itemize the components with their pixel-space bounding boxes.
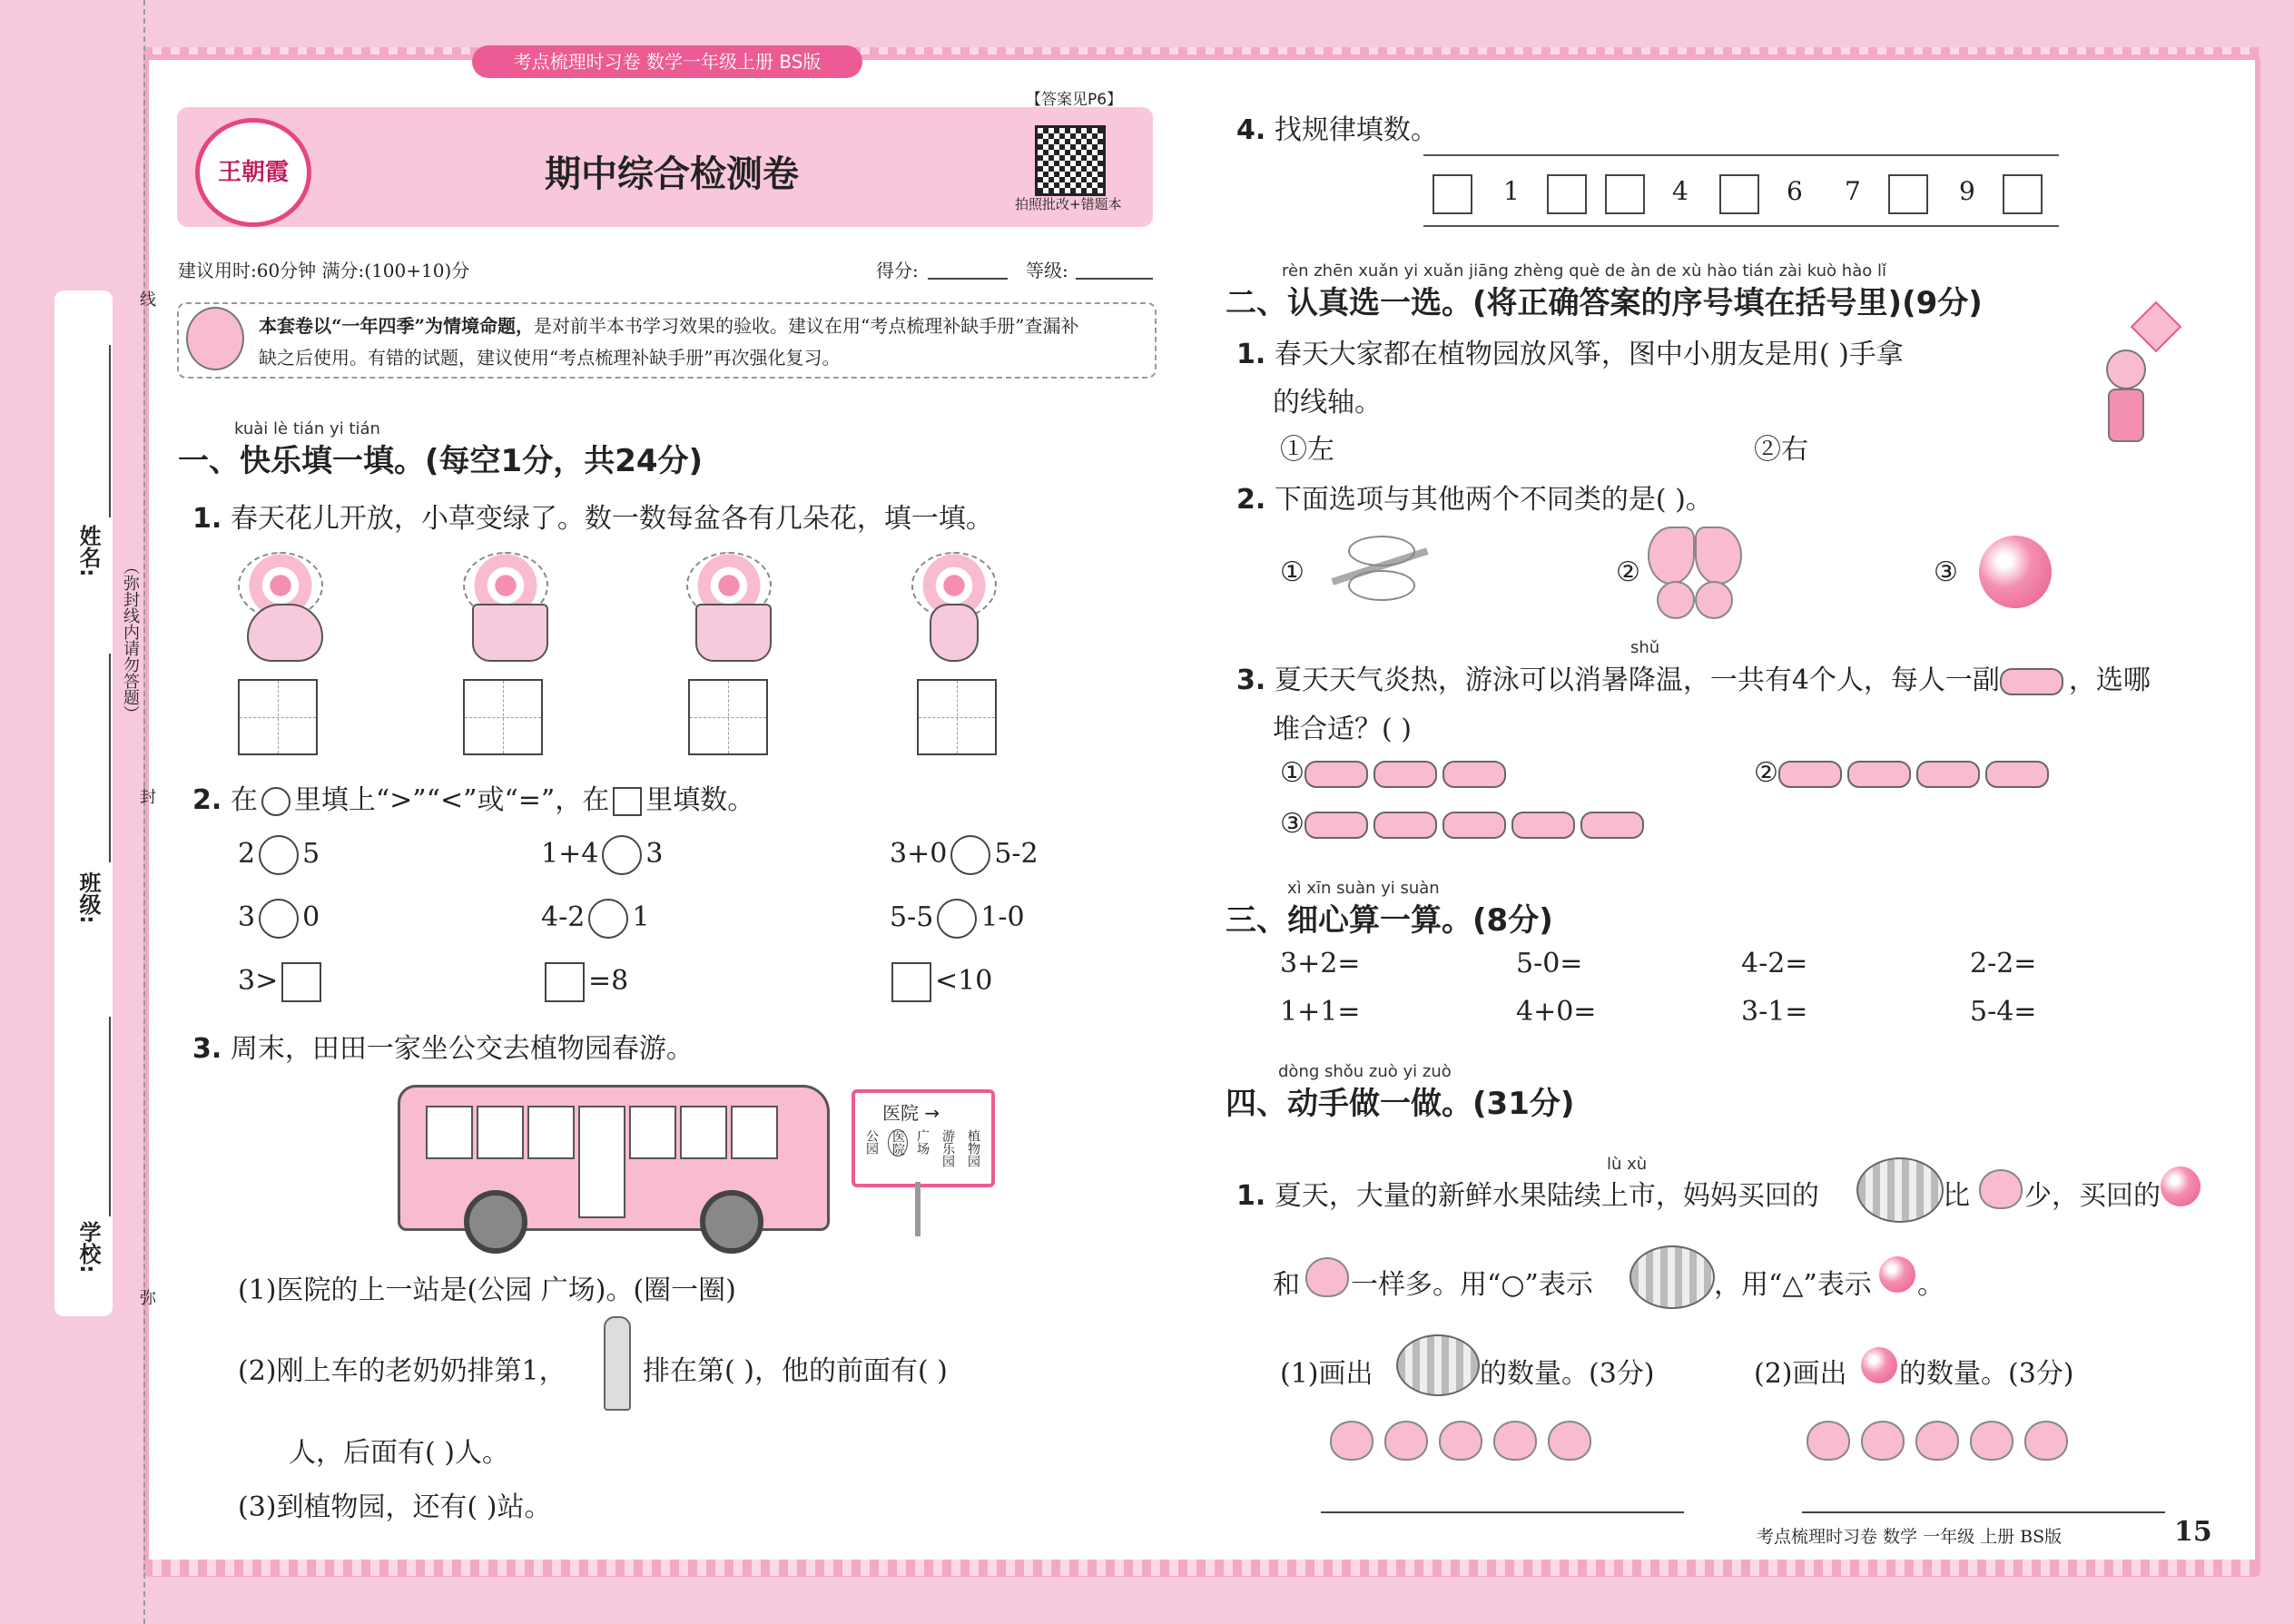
goggles-icon [1778,761,1842,788]
answer-box-3[interactable] [688,679,768,755]
stop-3: 广场 [915,1129,930,1155]
s2-q3-opt-2[interactable]: ② [1754,757,2054,789]
equation[interactable]: 2-2= [1970,948,2037,979]
s4-q1-text-b4: 。 [1917,1269,1944,1301]
s1-q1-text: 春天花儿开放，小草变绿了。数一数每盆各有几朵花，填一填。 [230,503,993,535]
peach-icon [1330,1421,1373,1461]
seq-value: 7 [1845,176,1861,206]
s4-q1-text-b3: ，用“△”表示 [1714,1269,1872,1301]
grade-label: 等级: [1026,260,1068,281]
s1-q2-text-c: 里填数。 [645,784,755,816]
seq-blank[interactable] [2003,174,2043,214]
s1-q3-text: 周末，田田一家坐公交去植物园春游。 [230,1033,694,1065]
goggles-icon [1580,812,1644,839]
equation[interactable]: 3-1= [1741,996,1808,1028]
s2-q3-number: 3. [1236,664,1266,696]
s2-q3-text-b: 堆合适？( ) [1273,714,1412,745]
s4-p2-text-a: (2)画出 [1754,1358,1847,1390]
s2-q1-opt-left[interactable]: ①左 [1280,434,1334,466]
peach-icon [1548,1421,1591,1461]
seq-value: 4 [1672,176,1689,206]
peach-icon [1979,1169,2023,1209]
cmp-row: 4-2 1 [541,899,649,939]
s2-q2-number: 2. [1236,484,1266,516]
class-label: 班级: [75,871,101,924]
s2-q3-text-a2: ，选哪 [2068,664,2151,696]
seal-warning: （弥封线内请勿答题） [121,558,140,722]
s2-q1-text-a: 春天大家都在植物园放风筝，图中小朋友是用( )手拿 [1274,339,1904,370]
page-title: 期中综合检测卷 [545,153,799,195]
name-line [109,345,111,517]
pot-3-icon [695,604,772,662]
goggles-icon [1442,761,1506,788]
goggles-icon [1985,761,2049,788]
qr-code-icon[interactable] [1035,125,1106,196]
bus-illustration [398,1085,830,1231]
cmp-row: 2 5 [238,835,320,875]
equation[interactable]: 5-4= [1970,996,2037,1028]
dragonfly-icon [1330,527,1430,608]
section4-pinyin: dòng shǒu zuò yi zuò [1278,1062,1452,1081]
drawing-line-2[interactable] [1802,1511,2165,1513]
peach-icon [1439,1421,1482,1461]
fill-square[interactable] [545,962,585,1002]
seal-mark-xian: 线 [137,290,156,307]
s4-q1-text-b1: 和 [1273,1269,1300,1301]
qr-caption: 拍照批改+错题本 [1015,196,1122,212]
page-number: 15 [2174,1516,2212,1548]
drawing-line-1[interactable] [1321,1511,1684,1513]
goggles-icon [2000,668,2063,695]
s2-q3-pinyin: shǔ [1630,638,1660,657]
compare-circle[interactable] [259,899,299,939]
goggles-icon [1305,812,1368,839]
note-bold: 本套卷以“一年四季”为情境命题， [259,315,535,337]
goggles-icon [1373,812,1437,839]
seq-value: 9 [1959,176,1975,206]
s2-q1-number: 1. [1236,339,1266,370]
peach-icon [1807,1421,1850,1461]
s1-q2-number: 2. [192,784,222,816]
goggles-icon [1442,812,1506,839]
cmp-row: 3+0 5-2 [890,835,1039,875]
grandma-icon [604,1316,631,1411]
s2-q3-opt-3[interactable]: ③ [1280,808,1649,840]
vase-4-icon [930,604,979,662]
seq-value: 6 [1787,176,1803,206]
seq-blank[interactable] [1719,174,1759,214]
peach-icon [1305,1257,1349,1297]
section3-pinyin: xì xīn suàn yi suàn [1287,879,1440,898]
section1-title: 一、快乐填一填。(每空1分，共24分) [178,443,704,479]
answer-box-1[interactable] [238,679,318,755]
fill-row-2: =8 [541,962,628,1002]
apple-icon [1879,1256,1915,1293]
s1-q1-number: 1. [192,503,222,535]
s1-q3-3: (3)到植物园，还有( )站。 [238,1491,552,1523]
peach-icon [1970,1421,2013,1461]
s1-q2-text-b: 里填上“>”“<”或“=”，在 [293,784,610,816]
section2-pinyin: rèn zhēn xuǎn yi xuǎn jiāng zhèng què de àn de xù hào tián zài kuò hào lǐ [1282,261,1886,281]
fill-row-1: 3> [238,962,325,1002]
equation[interactable]: 4-2= [1741,948,1808,979]
vase-1-icon [247,604,323,662]
number-ruler [1423,154,2059,227]
s2-q2-opt-1[interactable]: ① [1280,556,1305,588]
apple-icon [1861,1347,1897,1383]
equation[interactable]: 5-0= [1516,948,1583,979]
s1-q4-number: 4. [1236,114,1266,146]
s1-q4-text: 找规律填数。 [1274,114,1438,146]
compare-circle[interactable] [602,835,642,875]
s2-q2-opt-2[interactable]: ② [1616,556,1640,588]
s2-q1-opt-right[interactable]: ②右 [1754,434,1808,466]
circle-icon [261,787,290,816]
school-label: 学校: [75,1221,101,1274]
goggles-icon [1373,761,1437,788]
section3-title: 三、细心算一算。(8分) [1226,902,1553,939]
seq-blank[interactable] [1547,174,1587,214]
stop-5: 植物园 [966,1129,980,1167]
cartoon-girl-icon [186,307,244,370]
section1-pinyin: kuài lè tián yi tián [234,419,380,438]
s1-q3-2c: 人，后面有( )人。 [289,1437,509,1469]
fill-square[interactable] [281,962,321,1002]
series-banner: 考点梳理时习卷 数学一年级上册 BS版 [472,45,862,78]
answer-box-4[interactable] [917,679,997,755]
goggles-icon [1511,812,1575,839]
seq-blank[interactable] [1605,174,1645,214]
seq-blank[interactable] [1433,174,1472,214]
cmp-row: 5-5 1-0 [890,899,1025,939]
seq-value: 1 [1503,176,1520,206]
fill-square[interactable] [891,962,931,1002]
school-line [109,1017,111,1216]
s2-q2-opt-3[interactable]: ③ [1934,556,1958,588]
compare-circle[interactable] [588,899,628,939]
s4-q1-pinyin: lù xù [1607,1155,1648,1174]
apple-icon [1979,536,2052,608]
watermelon-icon [1629,1245,1715,1309]
time-info: 建议用时:60分钟 满分:(100+10)分 [178,260,470,281]
peach-icon [2024,1421,2068,1461]
apple-icon [2161,1166,2200,1206]
compare-circle[interactable] [950,835,990,875]
equation[interactable]: 1+1= [1280,996,1361,1028]
goggles-icon [1916,761,1980,788]
s4-q1-number: 1. [1236,1180,1266,1212]
footer-info: 考点梳理时习卷 数学 一年级 上册 BS版 [1757,1527,2063,1547]
sign-pole [915,1182,921,1236]
binding-strip [54,290,113,1316]
note-line1: 是对前半本书学习效果的验收。建议在用“考点梳理补缺手册”查漏补 [534,315,1079,337]
section2-title: 二、认真选一选。(将正确答案的序号填在括号里)(9分) [1226,285,1983,321]
compare-circle[interactable] [259,835,299,875]
s1-q3-2a: (2)刚上车的老奶奶排第1， [238,1355,566,1387]
s4-q1-text-a2: 比 [1943,1180,1970,1212]
seal-dashed-line [143,0,145,1624]
bottom-wave-border [143,1560,2259,1576]
equation[interactable]: 3+2= [1280,948,1361,979]
peach-icon [1384,1421,1428,1461]
compare-circle[interactable] [937,899,977,939]
butterfly-icon [1648,527,1738,617]
seal-mark-feng: 封 [137,788,156,804]
s1-q3-number: 3. [192,1033,222,1065]
equation[interactable]: 4+0= [1516,996,1597,1028]
s4-q1-text-a3: 少，买回的 [2024,1180,2161,1212]
stop-4: 游乐园 [940,1129,955,1167]
s4-q1-text-b2: 一样多。用“○”表示 [1351,1269,1593,1301]
s2-q3-opt-1[interactable]: ① [1280,757,1511,789]
cmp-row: 1+4 3 [541,835,663,875]
name-label: 姓名: [75,525,101,577]
seq-blank[interactable] [1888,174,1928,214]
score-blank [928,278,1008,280]
watermelon-icon [1396,1334,1480,1396]
kite-boy-icon [2088,309,2170,454]
s4-p1-text-a: (1)画出 [1280,1358,1373,1390]
stop-2: 医院 [888,1129,908,1156]
score-label: 得分: [876,260,919,281]
stop-1: 公园 [864,1129,879,1155]
fill-row-3: <10 [888,962,992,1002]
s1-q2-text-a: 在 [230,784,258,816]
answer-reference: 【答案见P6】 [1026,91,1123,109]
s4-p1-text-b: 的数量。(3分) [1480,1358,1655,1390]
pot-2-icon [472,604,548,662]
class-line [109,654,111,862]
s2-q2-text: 下面选项与其他两个不同类的是( )。 [1274,484,1713,516]
s1-q3-2b: 排在第( )，他的前面有( ) [643,1355,948,1387]
peach-icon [1861,1421,1905,1461]
peach-icon [1915,1421,1959,1461]
seal-mark-mi: 弥 [137,1289,156,1305]
sign-title: 医院 → [882,1102,940,1124]
peach-icon [1493,1421,1537,1461]
s4-q1-text-a: 夏天，大量的新鲜水果陆续上市，妈妈买回的 [1274,1180,1819,1212]
cmp-row: 3 0 [238,899,320,939]
section4-title: 四、动手做一做。(31分) [1226,1086,1575,1122]
goggles-icon [1305,761,1368,788]
note-line2: 缺之后使用。有错的试题，建议使用“考点梳理补缺手册”再次强化复习。 [259,347,841,369]
bus-stop-sign [852,1089,995,1187]
watermelon-icon [1856,1157,1944,1223]
s2-q3-text-a: 夏天天气炎热，游泳可以消暑降温，一共有4个人，每人一副 [1274,664,2000,696]
answer-box-2[interactable] [463,679,543,755]
s2-q1-text-b: 的线轴。 [1273,387,1382,418]
s1-q3-1: (1)医院的上一站是(公园 广场)。(圈一圈) [238,1275,736,1306]
brand-logo: 王朝霞 [195,118,311,227]
square-icon [613,787,642,816]
s4-p2-text-b: 的数量。(3分) [1899,1358,2074,1390]
grade-blank [1076,278,1153,280]
goggles-icon [1847,761,1911,788]
